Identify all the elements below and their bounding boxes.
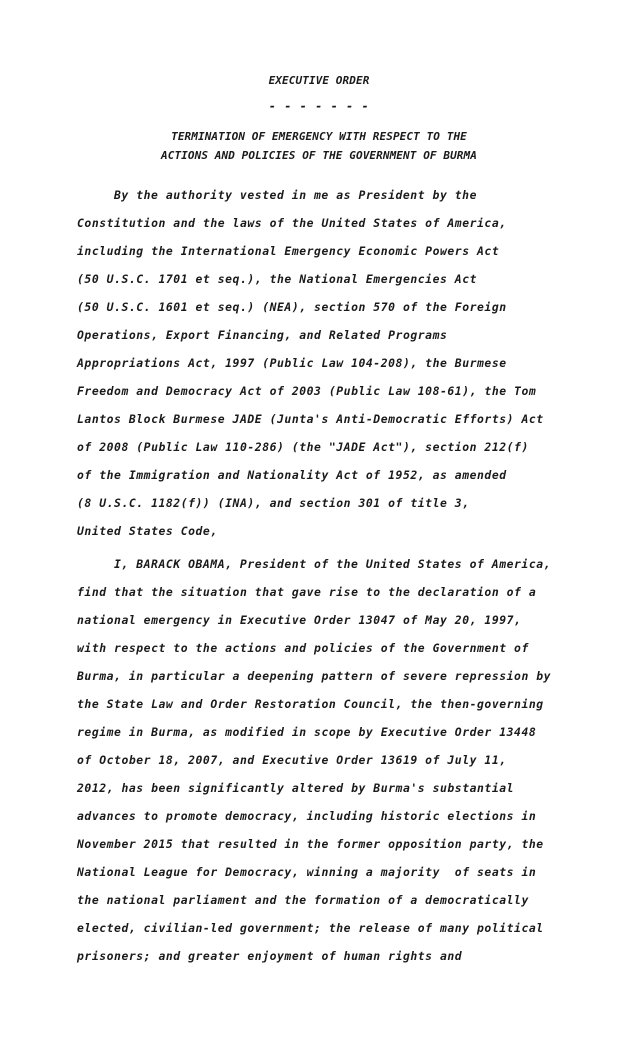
body-line: regime in Burma, as modified in scope by Executive Order 13448 [77, 725, 537, 739]
body-line: (50 U.S.C. 1601 et seq.) (NEA), section 570 of the Foreign [77, 300, 507, 314]
body-line: including the International Emergency Economic Powers Act [77, 244, 500, 258]
body-line: prisoners; and greater enjoyment of human rights and [77, 949, 463, 963]
body-line: the national parliament and the formation of a democratically [77, 893, 529, 907]
body-line: Burma, in particular a deepening pattern of severe repression by [77, 669, 552, 683]
body-line: November 2015 that resulted in the former opposition party, the [77, 837, 544, 851]
body-line: By the authority vested in me as President by the [114, 188, 477, 202]
body-line: National League for Democracy, winning a majority of seats in [77, 865, 537, 879]
body-line: national emergency in Executive Order 13047 of May 20, 1997, [77, 613, 522, 627]
body-line: I, BARACK OBAMA, President of the United States of America, [114, 557, 552, 571]
body-line: advances to promote democracy, including historic elections in [77, 809, 537, 823]
document-title: EXECUTIVE ORDER [268, 74, 370, 87]
body-line: Lantos Block Burmese JADE (Junta's Anti-Democratic Efforts) Act [77, 412, 544, 426]
body-line: of the Immigration and Nationality Act of 1952, as amended [77, 468, 507, 482]
body-line: United States Code, [77, 524, 218, 538]
body-line: the State Law and Order Restoration Council, the then-governing [77, 697, 544, 711]
title-separator: - - - - - - - [268, 99, 370, 113]
subtitle-line-2: ACTIONS AND POLICIES OF THE GOVERNMENT OF BURMA [161, 149, 477, 162]
body-line: Constitution and the laws of the United States of America, [77, 216, 507, 230]
body-line: of October 18, 2007, and Executive Order 13619 of July 11, [77, 753, 507, 767]
body-line: (50 U.S.C. 1701 et seq.), the National Emergencies Act [77, 272, 478, 286]
body-line: Operations, Export Financing, and Related Programs [77, 328, 448, 342]
body-line: Freedom and Democracy Act of 2003 (Public Law 108-61), the Tom [77, 384, 537, 398]
body-line: 2012, has been significantly altered by Burma's substantial [77, 781, 515, 795]
body-line: of 2008 (Public Law 110-286) (the "JADE Act"), section 212(f) [77, 440, 529, 454]
body-line: elected, civilian-led government; the release of many political [77, 921, 544, 935]
subtitle-line-1: TERMINATION OF EMERGENCY WITH RESPECT TO THE [171, 130, 467, 143]
body-line: with respect to the actions and policies of the Government of [77, 641, 529, 655]
body-line: Appropriations Act, 1997 (Public Law 104-208), the Burmese [77, 356, 507, 370]
body-line: (8 U.S.C. 1182(f)) (INA), and section 301 of title 3, [77, 496, 470, 510]
body-line: find that the situation that gave rise to the declaration of a [77, 585, 537, 599]
